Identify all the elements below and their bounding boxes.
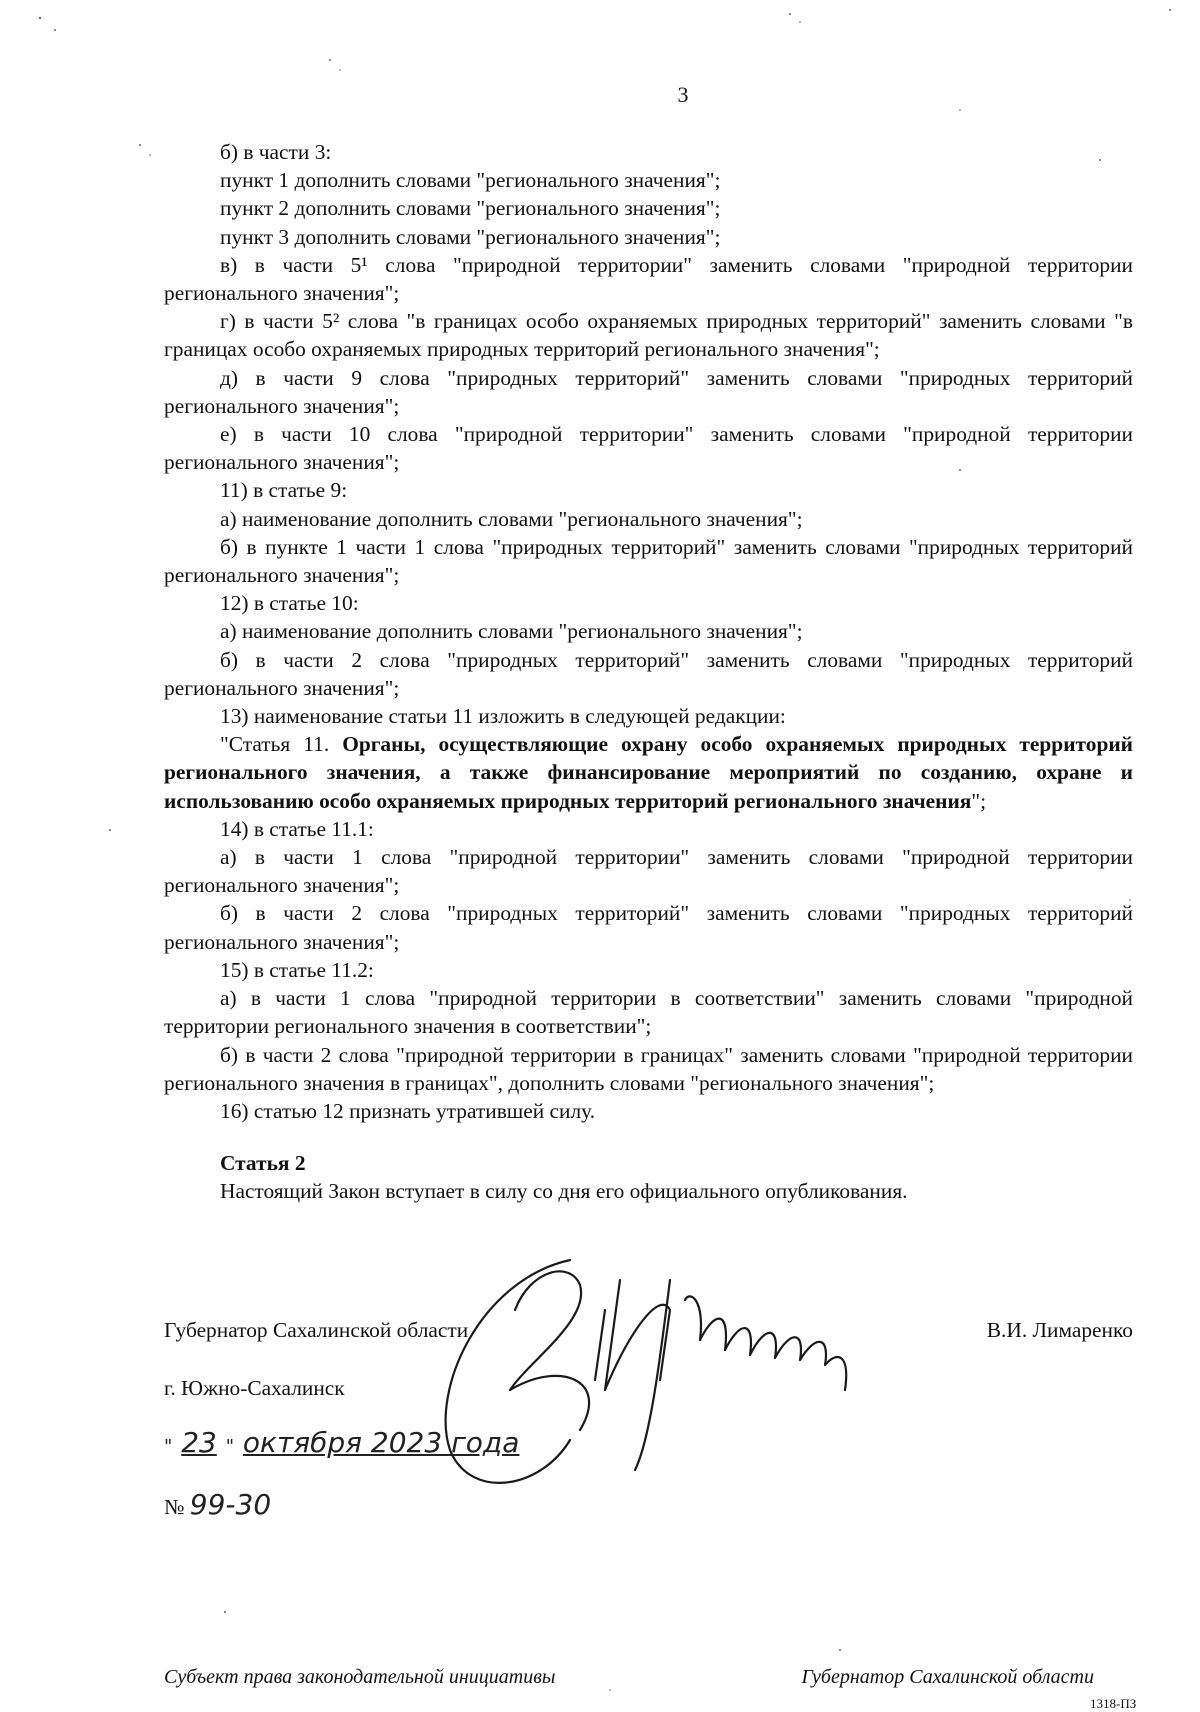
paragraph: а) наименование дополнить словами "регионального значения"; [220, 506, 803, 531]
number-value: 99-30 [189, 1488, 272, 1521]
article-11-suffix: "; [971, 788, 987, 813]
paragraph: 16) статью 12 признать утратившей силу. [220, 1098, 596, 1123]
city: г. Южно-Сахалинск [164, 1376, 345, 1400]
paragraph: а) в части 1 слова "природной территории" заменить словами "природной территории регионального значения"; [164, 845, 1133, 898]
paragraph: 11) в статье 9: [220, 478, 348, 503]
footer-initiative-subject: Субъект права законодательной инициативы [164, 1666, 556, 1688]
paragraph: 12) в статье 10: [220, 591, 359, 616]
paragraph: 14) в статье 11.1: [220, 816, 374, 841]
date-close-quote: " [225, 1436, 235, 1457]
article-11-title [164, 730, 1133, 815]
page-number: 3 [677, 82, 689, 107]
document-code: 1318-ПЗ [1090, 1696, 1137, 1711]
paragraph: 13) наименование статьи 11 изложить в следующей редакции: [220, 704, 786, 729]
law-amendments-text [164, 138, 1133, 1206]
paragraph: пункт 3 дополнить словами "регионального значения"; [220, 224, 721, 249]
number-label: № [164, 1495, 185, 1519]
governor-title: Губернатор Сахалинской области [164, 1318, 469, 1342]
paragraph: д) в части 9 слова "природных территорий" заменить словами "природных территорий регионального значения"; [164, 365, 1133, 418]
article-2-text: Настоящий Закон вступает в силу со дня его официального опубликования. [220, 1179, 908, 1204]
article-11-prefix: "Статья 11. [220, 732, 343, 757]
article-2-heading: Статья 2 [220, 1151, 306, 1176]
paragraph: в) в части 5¹ слова "природной территории" заменить словами "природной территории регионального значения"; [164, 252, 1133, 306]
paragraph: б) в части 2 слова "природной территории в границах" заменить словами "природной территории регионального значения в границах", дополнить словами "регионального значения"; [164, 1042, 1133, 1095]
date-day: 23 [181, 1426, 217, 1459]
paragraph: б) в части 2 слова "природных территорий" заменить словами "природных территорий регионального значения"; [164, 901, 1133, 954]
paragraph: 15) в статье 11.2: [220, 957, 374, 982]
footer-governor: Губернатор Сахалинской области [801, 1666, 1094, 1688]
governor-name: В.И. Лимаренко [986, 1318, 1133, 1342]
paragraph: пункт 1 дополнить словами "регионального значения"; [220, 168, 721, 193]
paragraph: е) в части 10 слова "природной территории" заменить словами "природной территории регионального значения"; [164, 422, 1133, 475]
paragraph: а) наименование дополнить словами "регионального значения"; [220, 619, 803, 644]
article-11-bold-title: Органы, осуществляющие охрану особо охраняемых природных территорий регионального значения, а также финансирование мероприятий по созданию, охране и использованию особо охраняемых природных территорий регионального значения [164, 732, 1133, 813]
law-number [164, 1488, 271, 1521]
date-open-quote: " [164, 1436, 173, 1457]
paragraph: б) в части 2 слова "природных территорий" заменить словами "природных территорий регионального значения"; [164, 647, 1133, 700]
paragraph: б) в пункте 1 части 1 слова "природных территорий" заменить словами "природных территорий регионального значения"; [164, 534, 1133, 588]
date-month-year: октября 2023 года [242, 1426, 520, 1459]
paragraph: пункт 2 дополнить словами "регионального значения"; [220, 196, 721, 221]
paragraph: а) в части 1 слова "природной территории в соответствии" заменить словами "природной территории регионального значения в соответствии"; [164, 986, 1133, 1039]
paragraph: г) в части 5² слова "в границах особо охраняемых природных территорий" заменить словами "в границах особо охраняемых природных территорий регионального значения"; [164, 309, 1133, 362]
governor-handwritten-signature [420, 1240, 940, 1500]
paragraph: б) в части 3: [220, 140, 332, 164]
